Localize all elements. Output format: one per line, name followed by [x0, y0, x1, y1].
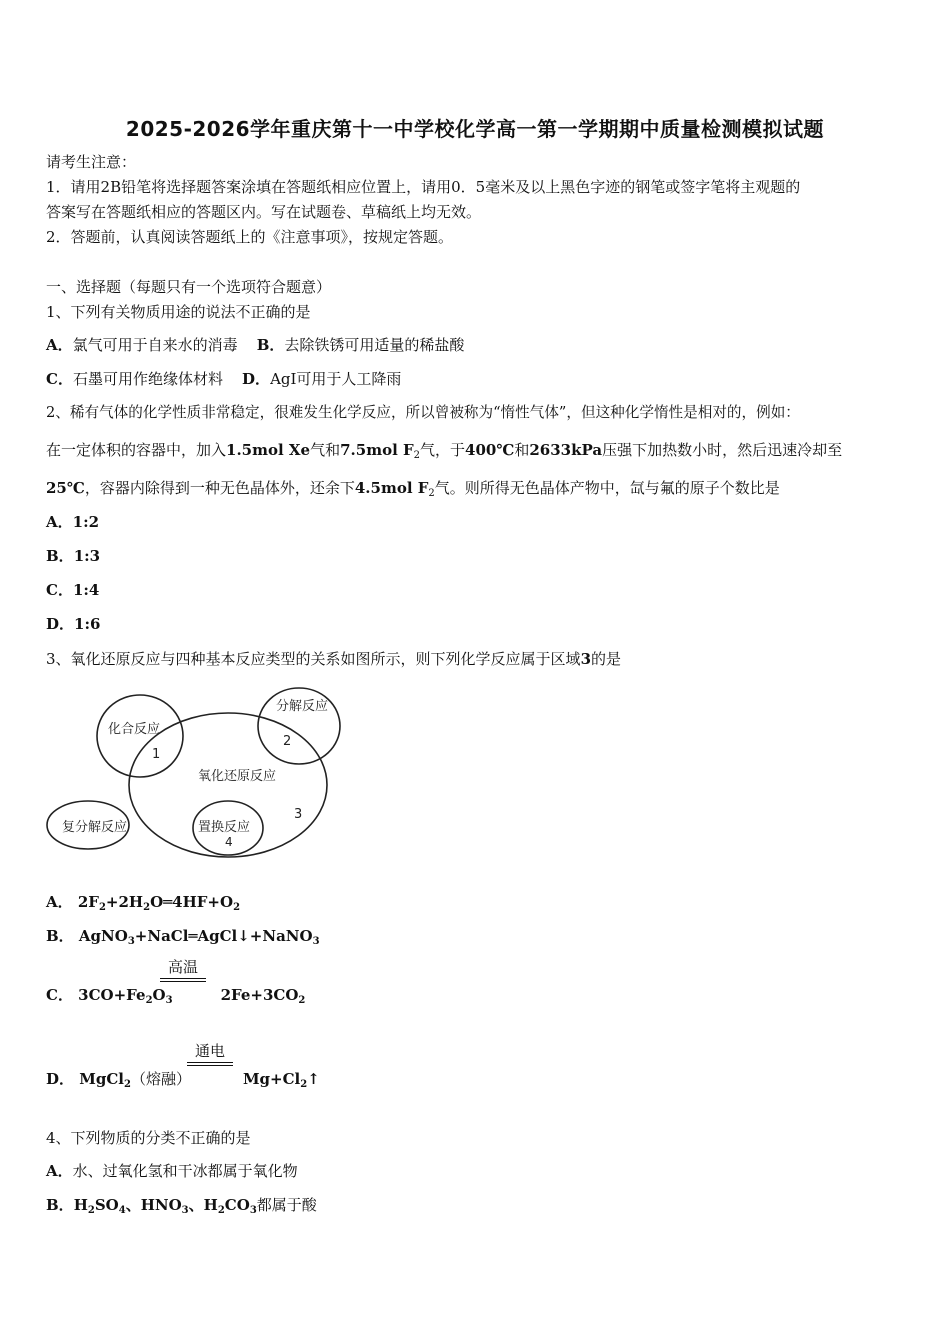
- q3-stem-text: 3、氧化还原反应与四种基本反应类型的关系如图所示，则下列化学反应属于区域: [46, 650, 581, 668]
- region-1-label: 1: [152, 747, 161, 762]
- page-title: 2025-2026学年重庆第十一中学校化学高一第一学期期中质量检测模拟试题: [125, 117, 825, 141]
- notice-item-1-line-2: 答案写在答题纸相应的答题区内。写在试题卷、草稿纸上均无效。: [46, 203, 482, 221]
- q3-option-d-note: （熔融）: [130, 1070, 191, 1088]
- region-3-label: 3: [294, 807, 303, 822]
- q1-options-ab: [46, 335, 464, 355]
- q3-option-c: C． $3CO+Fe_2O_3$ $2Fe+3CO_2$: [46, 986, 306, 1006]
- q2-pressure: 2633kPa: [529, 441, 603, 459]
- q4-option-a-letter: A．: [46, 1162, 73, 1180]
- q2-stem-line-2: [46, 440, 842, 460]
- reaction-equals-bars: [187, 1062, 233, 1066]
- q2-f2-remaining: 4.5mol F: [354, 479, 429, 497]
- q2-option-d: [46, 614, 100, 634]
- q3-stem-text: 的是: [591, 650, 622, 668]
- region-2-label: 2: [283, 734, 292, 749]
- q2-subscript: 2: [413, 450, 421, 461]
- q2-option-d-letter: D．: [46, 615, 75, 633]
- combination-label: 化合反应: [108, 722, 161, 737]
- region-4-label: 4: [225, 835, 233, 849]
- notice-item-1-line-1: 1．请用2B铅笔将选择题答案涂填在答题纸相应位置上，请用0．5毫米及以上黑色字迹的钢笔或签字笔将主观题的: [46, 178, 801, 196]
- q1-option-c: 石墨可用作绝缘体材料: [72, 370, 223, 388]
- q2-subscript: 2: [428, 488, 435, 499]
- q1-option-c-letter: C．: [46, 370, 73, 388]
- q2-text: 气。则所得无色晶体产物中，氙与氟的原子个数比是: [434, 479, 780, 497]
- q3-region-number: 3: [580, 650, 591, 668]
- q2-option-c-text: 1:4: [72, 581, 100, 599]
- q2-text: 和: [514, 441, 530, 459]
- q1-option-b-letter: B．: [256, 336, 285, 354]
- q2-text: 在一定体积的容器中，加入: [46, 441, 227, 459]
- q3-option-c-condition-text: 高温: [167, 958, 198, 976]
- q2-stem-line-3: [46, 478, 780, 498]
- q2-text: 气，于: [420, 441, 466, 459]
- q3-option-d-letter: D．: [46, 1070, 75, 1088]
- q1-option-a: 氯气可用于自来水的消毒: [72, 336, 238, 354]
- q2-xe-amount: 1.5mol Xe: [226, 441, 311, 459]
- notice-item-2: 2．答题前，认真阅读答题纸上的《注意事项》，按规定答题。: [46, 228, 454, 246]
- q2-f2-amount: 7.5mol F: [340, 441, 414, 459]
- q3-option-d-condition: [187, 1040, 233, 1066]
- q1-option-d-letter: D．: [242, 370, 271, 388]
- notice-heading: 请考生注意：: [46, 153, 137, 171]
- q3-option-d-condition-text: 通电: [194, 1042, 225, 1060]
- q2-temperature: 400℃: [465, 441, 515, 459]
- redox-label: 氧化还原反应: [198, 769, 277, 784]
- q4-option-b: B．$H_2SO_4$、$HNO_3$、$H_2CO_3$都属于酸: [46, 1196, 317, 1216]
- q2-option-b-letter: B．: [46, 547, 74, 565]
- q4-option-b-text: 都属于酸: [256, 1196, 317, 1214]
- q2-option-a: [46, 512, 99, 532]
- q2-text: 压强下加热数小时，然后迅速冷却至: [602, 441, 843, 459]
- q3-option-a-letter: A．: [46, 893, 73, 911]
- q4-stem: 4、下列物质的分类不正确的是: [46, 1129, 251, 1147]
- q2-option-b-text: 1:3: [73, 547, 101, 565]
- q3-option-b-letter: B．: [46, 927, 74, 945]
- q3-option-a: A． $2F_2+2H_2O═4HF+O_2$: [46, 893, 241, 913]
- q3-stem: [46, 649, 621, 669]
- q2-option-c: [46, 580, 99, 600]
- decomposition-label: 分解反应: [276, 699, 329, 714]
- double-decomposition-label: 复分解反应: [62, 820, 128, 835]
- q2-option-d-text: 1:6: [74, 615, 101, 633]
- q1-options-cd: [46, 369, 401, 389]
- q3-option-d: D． MgCl$_2$（熔融） $Mg+Cl_2↑$: [46, 1070, 320, 1090]
- q1-stem: 1、下列有关物质用途的说法不正确的是: [46, 303, 311, 321]
- q2-option-c-letter: C．: [46, 581, 73, 599]
- q1-option-a-letter: A．: [46, 336, 73, 354]
- q2-text: ，容器内除得到一种无色晶体外，还余下: [84, 479, 355, 497]
- q2-stem-line-1: 2、稀有气体的化学性质非常稳定，很难发生化学反应，所以曾被称为“惰性气体”，但这种化学惰性是相对的，例如：: [46, 404, 800, 421]
- q4-option-a: [46, 1161, 298, 1181]
- reaction-equals-bars: [160, 978, 206, 982]
- section-heading: 一、选择题（每题只有一个选项符合题意）: [46, 278, 332, 296]
- q2-option-a-letter: A．: [46, 513, 73, 531]
- displacement-label: 置换反应: [198, 820, 251, 835]
- q2-option-b: [46, 546, 100, 566]
- q3-option-c-condition: [160, 956, 206, 982]
- q1-option-d: AgI可用于人工降雨: [270, 370, 402, 388]
- q4-option-a-text: 水、过氧化氢和干冰都属于氧化物: [72, 1162, 298, 1180]
- reaction-type-venn-diagram: [40, 680, 360, 870]
- q2-option-a-text: 1:2: [72, 513, 100, 531]
- q3-option-c-letter: C．: [46, 986, 73, 1004]
- q2-cool-temperature: 25℃: [46, 479, 85, 497]
- q4-option-b-letter: B．: [46, 1196, 74, 1214]
- q2-text: 气和: [310, 441, 341, 459]
- q1-option-b: 去除铁锈可用适量的稀盐酸: [284, 336, 465, 354]
- q3-option-b: B． AgNO$_3$+NaCl═AgCl↓+NaNO$_3$: [46, 927, 320, 947]
